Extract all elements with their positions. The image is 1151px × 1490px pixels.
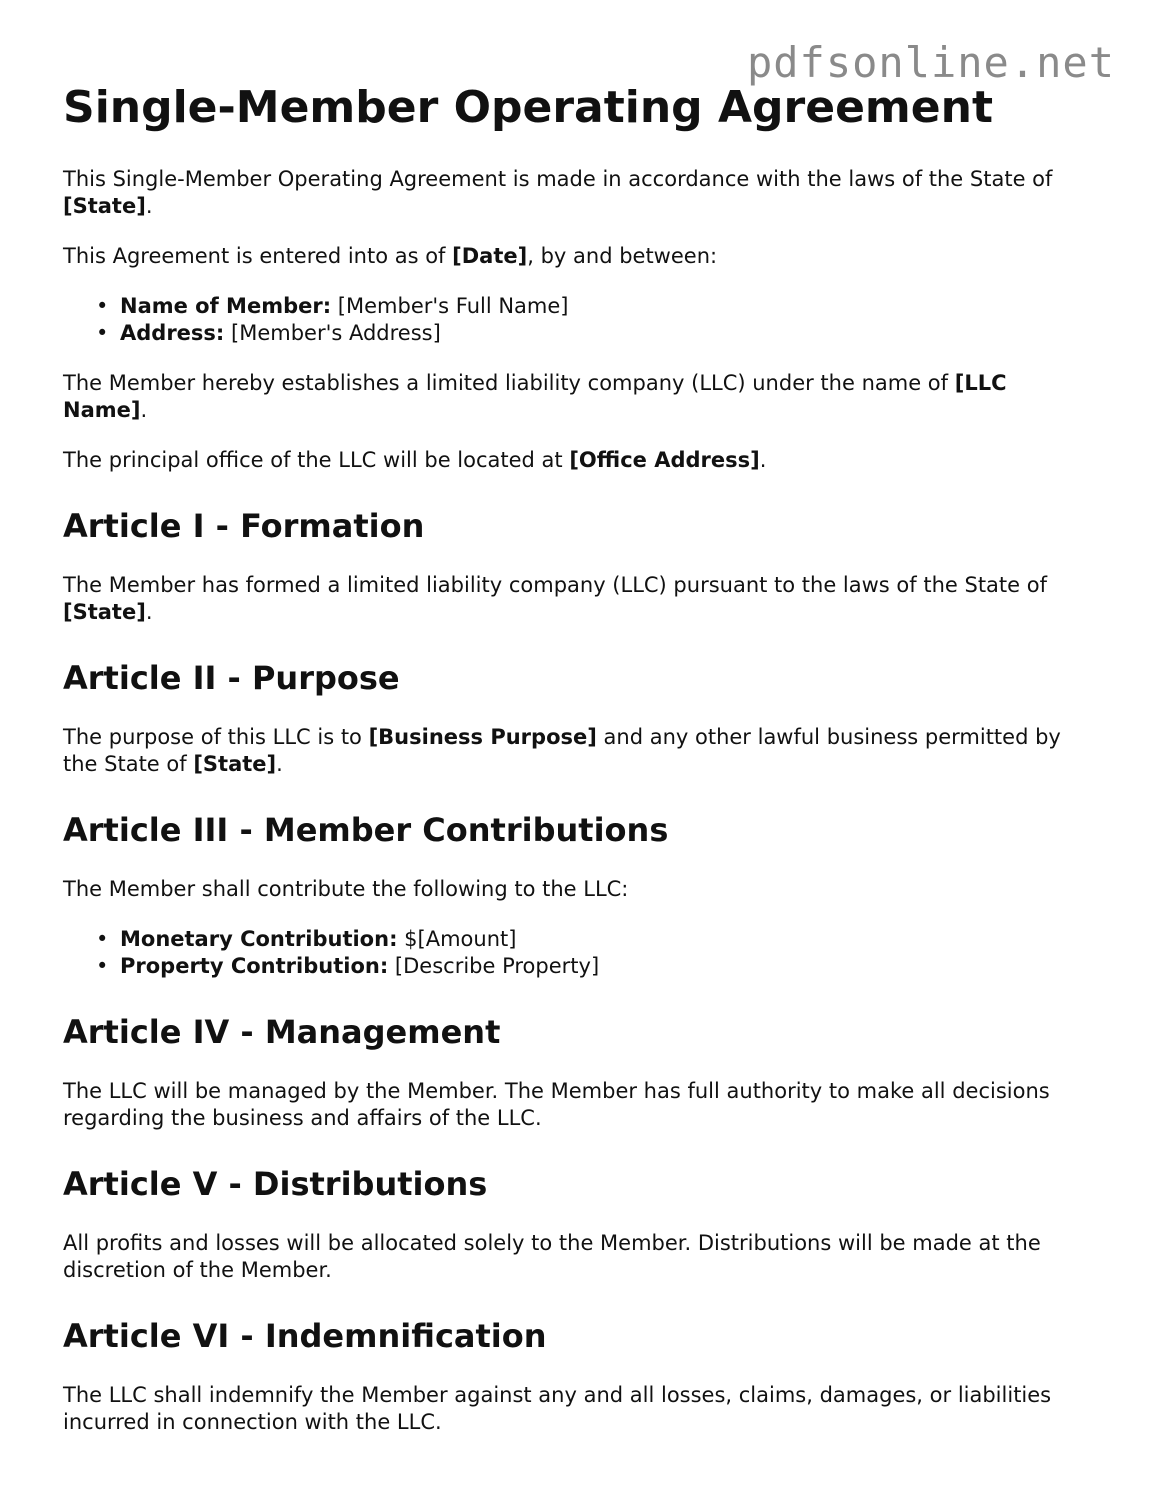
document-title: Single-Member Operating Agreement xyxy=(63,82,993,133)
article-heading-formation: Article I - Formation xyxy=(63,507,425,545)
bullet-icon: • xyxy=(96,294,109,318)
article-heading-management: Article IV - Management xyxy=(63,1013,501,1051)
list-item: • Address: [Member's Address] xyxy=(96,321,441,345)
article-heading-contributions: Article III - Member Contributions xyxy=(63,811,669,849)
article-heading-purpose: Article II - Purpose xyxy=(63,659,400,697)
intro-paragraph-date: This Agreement is entered into as of [Date], by and between: xyxy=(63,244,718,268)
article-heading-distributions: Article V - Distributions xyxy=(63,1165,488,1203)
bullet-icon: • xyxy=(96,321,109,345)
article-heading-indemnification: Article VI - Indemnification xyxy=(63,1317,547,1355)
document-page xyxy=(63,78,1093,1459)
list-item: • Property Contribution: [Describe Property] xyxy=(96,954,600,978)
bullet-icon: • xyxy=(96,927,109,951)
article-text-indemnification: The LLC shall indemnify the Member against any and all losses, claims, damages, or liabilities incurred in connection with the LLC. xyxy=(63,1383,1052,1434)
list-item: • Monetary Contribution: $[Amount] xyxy=(96,927,517,951)
intro-paragraph-state: This Single-Member Operating Agreement is made in accordance with the laws of the State of [State]. xyxy=(63,167,1053,218)
article-text-contributions: The Member shall contribute the following to the LLC: xyxy=(63,877,629,901)
article-text-purpose: The purpose of this LLC is to [Business Purpose] and any other lawful business permitted by the State of [State]. xyxy=(63,725,1061,776)
watermark: pdfsonline.net xyxy=(746,38,1115,87)
member-info-list xyxy=(63,293,1093,347)
article-text-distributions: All profits and losses will be allocated solely to the Member. Distributions will be made at the discretion of the Member. xyxy=(63,1231,1041,1282)
article-text-management: The LLC will be managed by the Member. The Member has full authority to make all decisions regarding the business and affairs of the LLC. xyxy=(63,1079,1050,1130)
contributions-list xyxy=(63,926,1093,980)
bullet-icon: • xyxy=(96,954,109,978)
article-text-formation: The Member has formed a limited liability company (LLC) pursuant to the laws of the State of [State]. xyxy=(63,573,1047,624)
list-item: • Name of Member: [Member's Full Name] xyxy=(96,294,569,318)
intro-paragraph-office: The principal office of the LLC will be located at [Office Address]. xyxy=(63,448,767,472)
intro-paragraph-llc-name: The Member hereby establishes a limited liability company (LLC) under the name of [LLC Name]. xyxy=(63,371,1007,422)
